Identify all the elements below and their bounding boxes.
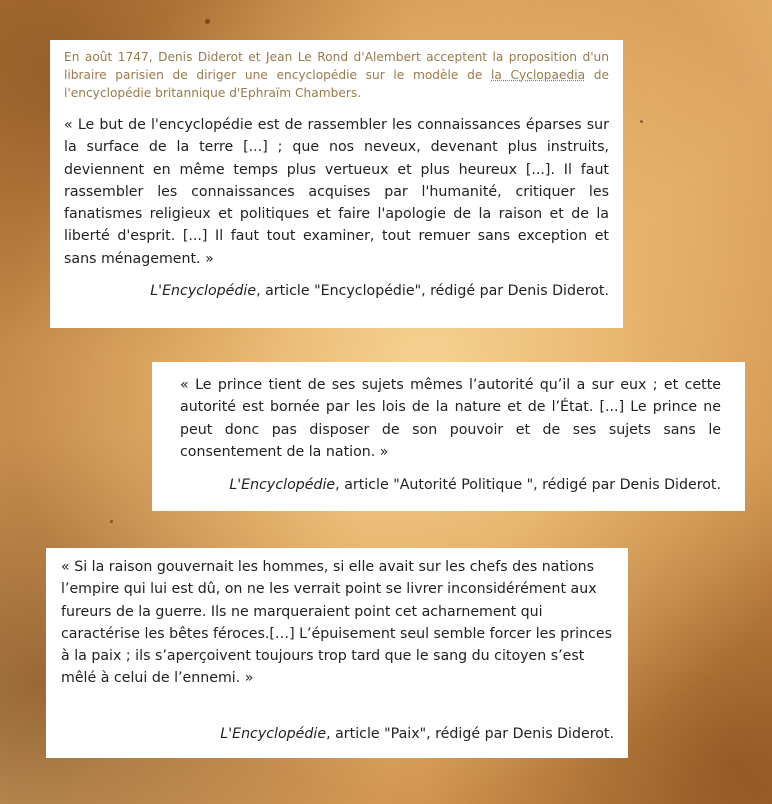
cite-work-title: L'Encyclopédie [229, 477, 336, 494]
parchment-stain [640, 120, 643, 123]
citation-encyclopedie [64, 283, 609, 299]
intro-paragraph [64, 48, 609, 102]
intro-quote-panel [50, 40, 623, 328]
parchment-stain [110, 520, 113, 523]
quote-panel-autorite [152, 362, 745, 511]
intro-text-start: En août 1747, Denis Diderot et Jean Le Rond d'Alembert acceptent la proposition d'un libraire parisien de diriger une encyclopédie sur le modèle de [64, 50, 609, 82]
intro-text-end: de l'encyclopédie britannique d'Ephraïm Chambers. [64, 68, 609, 100]
cyclopaedia-link[interactable]: la Cyclopaedia [491, 68, 586, 82]
cite-work-title: L'Encyclopédie [150, 283, 257, 300]
quote-panel-paix [46, 548, 628, 758]
citation-autorite-politique [180, 477, 721, 493]
parchment-stain [205, 19, 210, 24]
quote-paix: « Si la raison gouvernait les hommes, si elle avait sur les chefs des nations l’empire qui lui est dû, on ne les verrait point se livrer inconsidérément aux fureurs de la guerre. Ils ne marqueraient point cet acharnement qui caractérise les bêtes féroces.[…] L’épuisement seul semble forcer les princes à la paix ; ils s’aperçoivent toujours trop tard que le sang du citoyen s’est mêlé à celui de l’ennemi. » [61, 559, 612, 687]
quote-encyclopedie: « Le but de l'encyclopédie est de rassembler les connaissances éparses sur la surface de la terre [...] ; que nos neveux, devenant plus instruits, deviennent en même temps plus vertueux et plus heureux [...]. Il faut rassembler les connaissances acquises par l'humanité, critiquer les fanatismes religieux et politiques et faire l'apologie de la raison et de la liberté d'esprit. [...] Il faut tout examiner, tout remuer sans exception et sans ménagement. » [64, 117, 609, 267]
cite-details: , article "Paix", rédigé par Denis Diderot. [326, 725, 614, 742]
citation-paix [61, 726, 614, 742]
quote-autorite-politique: « Le prince tient de ses sujets mêmes l’autorité qu’il a sur eux ; et cette autorité est bornée par les lois de la nature et de l’État. [...] Le prince ne peut donc pas disposer de son pouvoir et de ses sujets sans le consentement de la nation. » [180, 377, 721, 460]
cite-work-title: L'Encyclopédie [220, 725, 327, 742]
cite-details: , article "Encyclopédie", rédigé par Denis Diderot. [256, 283, 609, 300]
cite-details: , article "Autorité Politique ", rédigé par Denis Diderot. [335, 477, 721, 494]
